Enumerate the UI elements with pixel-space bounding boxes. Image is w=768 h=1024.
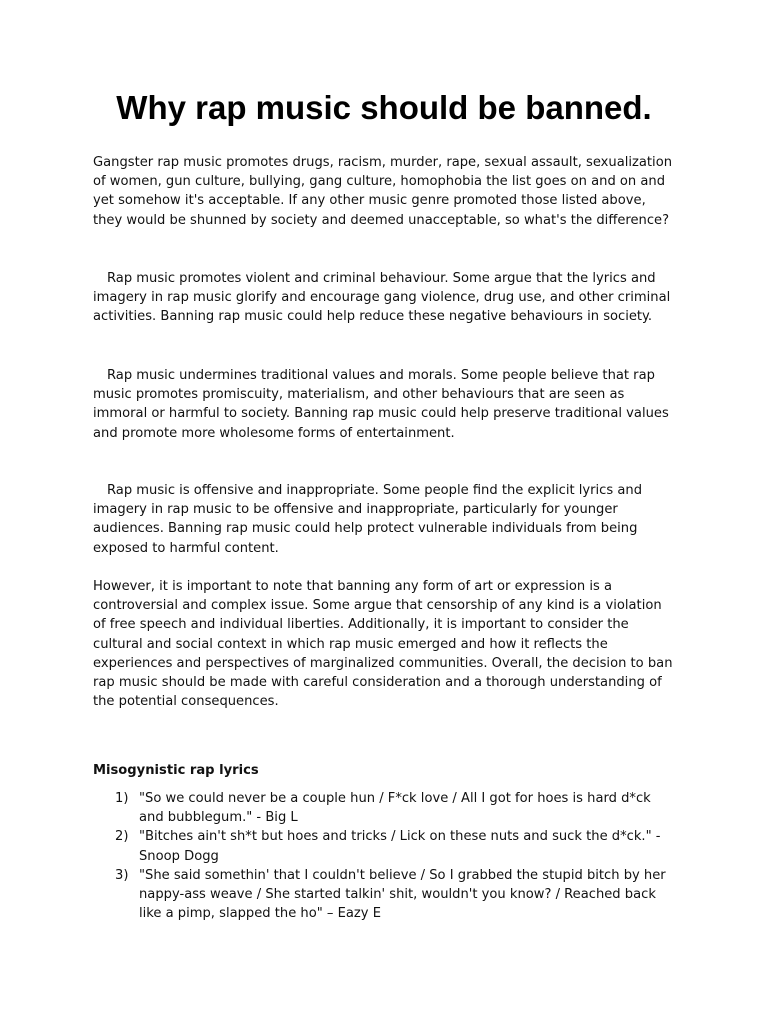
list-item-number: 3) [115,867,129,883]
document-title: Why rap music should be banned. [116,89,652,126]
list-item [93,827,675,865]
list-item [93,866,675,924]
counterpoint-paragraph: However, it is important to note that banning any form of art or expression is a controversial and complex issue. Some argue that censorship of any kind is a violation of free speech and individual liberties. Additionally, it is important to consider the cultural and social context in which rap music emerged and how it reflects the experiences and perspectives of marginalized communities. Overall, the decision to ban rap music should be made with careful consideration and a thorough understanding of the potential consequences. [93,579,673,710]
list-item-text: "So we could never be a couple hun / F*ck love / All I got for hoes is hard d*ck and bubblegum." - Big L [139,791,651,826]
list-item-text: "Bitches ain't sh*t but hoes and tricks / Lick on these nuts and suck the d*ck." - Snoop Dogg [139,829,661,864]
violence-paragraph: Rap music promotes violent and criminal behaviour. Some argue that the lyrics and imagery in rap music glorify and encourage gang violence, drug use, and other criminal activities. Banning rap music could help reduce these negative behaviours in society. [93,271,671,325]
offensive-paragraph: Rap music is offensive and inappropriate. Some people find the explicit lyrics and imagery in rap music to be offensive and inappropriate, particularly for younger audiences. Banning rap music could help protect vulnerable individuals from being exposed to harmful content. [93,483,643,556]
list-item-number: 1) [115,791,129,806]
lyrics-list [93,789,675,923]
list-item-text: "She said somethin' that I couldn't believe / So I grabbed the stupid bitch by her nappy-ass weave / She started talkin' shit, wouldn't you know? / Reached back like a pimp, slapped the ho" – Eazy E [139,867,666,922]
intro-paragraph: Gangster rap music promotes drugs, racism, murder, rape, sexual assault, sexualization of women, gun culture, bullying, gang culture, homophobia the list goes on and on and yet somehow it's acceptable. If any other music genre promoted those listed above, they would be shunned by society and deemed unacceptable, so what's the difference? [93,155,673,228]
list-item [93,789,675,827]
lyrics-heading: Misogynistic rap lyrics [93,763,259,778]
list-item-number: 2) [115,829,129,845]
values-paragraph: Rap music undermines traditional values and morals. Some people believe that rap music promotes promiscuity, materialism, and other behaviours that are seen as immoral or harmful to society. Banning rap music could help preserve traditional values and promote more wholesome forms of entertainment. [93,368,669,441]
